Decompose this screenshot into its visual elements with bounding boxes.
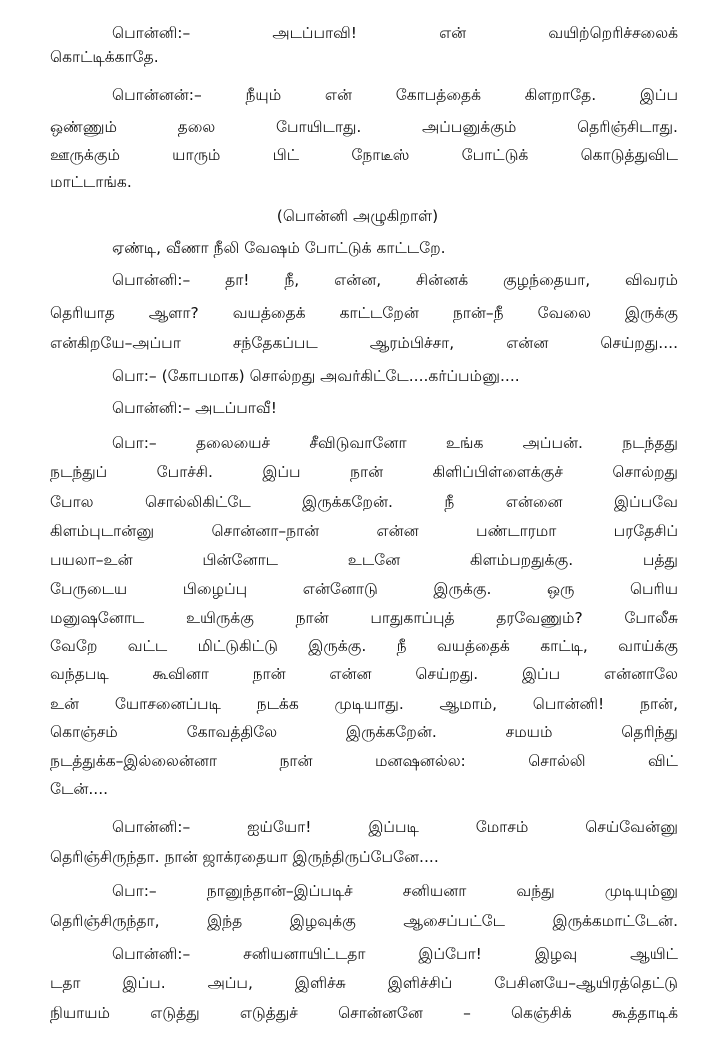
text-line: கொஞ்சம் கோவத்திலே இருக்கறேன். சமயம் தெரிந்து: [50, 723, 678, 741]
text-line: ஏண்டி, வீணா நீலி வேஷம் போட்டுக் காட்டறே.: [112, 239, 446, 257]
text-line: பொ:– நானுந்தான்–இப்படிச் சனியனா வந்து முடியும்னு: [112, 882, 678, 900]
text-line: பொ:– தலையைச் சீவிடுவானோ உங்க அப்பன். நடந்தது: [112, 434, 678, 452]
text-line: என்கிறயே–அப்பா சந்தேகப்பட ஆரம்பிச்சா, என்ன செய்றது....: [50, 334, 678, 352]
text-line: பொன்னி:– ஐய்யோ! இப்படி மோசம் செய்வேன்னு: [112, 818, 678, 836]
text-line: பேருடைய பிழைப்பு என்னோடு இருக்கு. ஒரு பெரிய: [50, 580, 678, 598]
text-line: பொ:– (கோபமாக) சொல்றது அவர்கிட்டே....கர்ப்பம்னு....: [112, 367, 520, 385]
text-line: பொன்னி:– சனியனாயிட்டதா இப்போ! இழவு ஆயிட்: [112, 945, 678, 963]
text-line: நடத்துக்க–இல்லைன்னா நான் மனஷனல்ல: சொல்லி விட்: [50, 752, 678, 770]
text-line: ஊருக்கும் யாரும் பிட் நோடீஸ் போட்டுக் கொடுத்துவிட: [50, 146, 678, 164]
text-line: நடந்துப் போச்சி. இப்ப நான் கிளிப்பிள்ளைக்குச் சொல்றது: [50, 463, 678, 481]
text-line: கிளம்புடான்னு சொன்னா–நான் என்ன பண்டாரமா பரதேசிப்: [50, 522, 678, 540]
text-line: பொன்னி:– அடப்பாவி! என் வயிற்றெரிச்சலைக்: [112, 24, 678, 42]
text-line: தெரிஞ்சிருந்தா, இந்த இழவுக்கு ஆசைப்பட்டே இருக்கமாட்டேன்.: [50, 912, 678, 930]
text-line: தெரியாத ஆளா? வயத்தைக் காட்டறேன் நான்–நீ வேலை இருக்கு: [50, 304, 678, 322]
text-line: பொன்னி:– தா! நீ, என்ன, சின்னக் குழந்தையா, விவரம்: [112, 271, 678, 289]
text-line: டதா இப்ப. அப்ப, இளிச்சு இளிச்சிப் பேசினயே–ஆயிரத்தெட்டு: [50, 974, 678, 992]
text-line: ஒண்ணும் தலை போயிடாது. அப்பனுக்கும் தெரிஞ்சிடாது.: [50, 118, 678, 136]
text-line: மாட்டாங்க.: [50, 173, 132, 191]
text-line: கொட்டிக்காதே.: [50, 48, 159, 66]
text-line: பொன்னி:– அடப்பாவீ!: [112, 399, 277, 417]
text-line: தெரிஞ்சிருந்தா. நான் ஜாக்ரதையா இருந்திருப்பேனே....: [50, 848, 439, 866]
text-line: மனுஷனோட உயிருக்கு நான் பாதுகாப்புத் தரவேணும்? போலீசு: [50, 609, 678, 627]
text-line: வேறே வட்ட மிட்டுகிட்டு இருக்கு. நீ வயத்தைக் காட்டி, வாய்க்கு: [50, 637, 678, 655]
text-line: டேன்....: [50, 780, 109, 798]
text-line: நியாயம் எடுத்து எடுத்துச் சொன்னனே – கெஞ்சிக் கூத்தாடிக்: [50, 1004, 678, 1022]
text-line: வந்தபடி கூவினா நான் என்ன செய்றது. இப்ப என்னாலே: [50, 665, 678, 683]
text-line: பொன்னன்:– நீயும் என் கோபத்தைக் கிளறாதே. இப்ப: [112, 86, 678, 104]
text-line: போல சொல்லிகிட்டே இருக்கறேன். நீ என்னை இப்பவே: [50, 493, 678, 511]
text-line: பயலா–உன் பின்னோட உடனே கிளம்பறதுக்கு. பத்து: [50, 551, 678, 569]
stage-direction: (பொன்னி அழுகிறாள்): [276, 207, 439, 225]
text-line: உன் யோசனைப்படி நடக்க முடியாது. ஆமாம், பொன்னி! நான்,: [50, 695, 678, 713]
